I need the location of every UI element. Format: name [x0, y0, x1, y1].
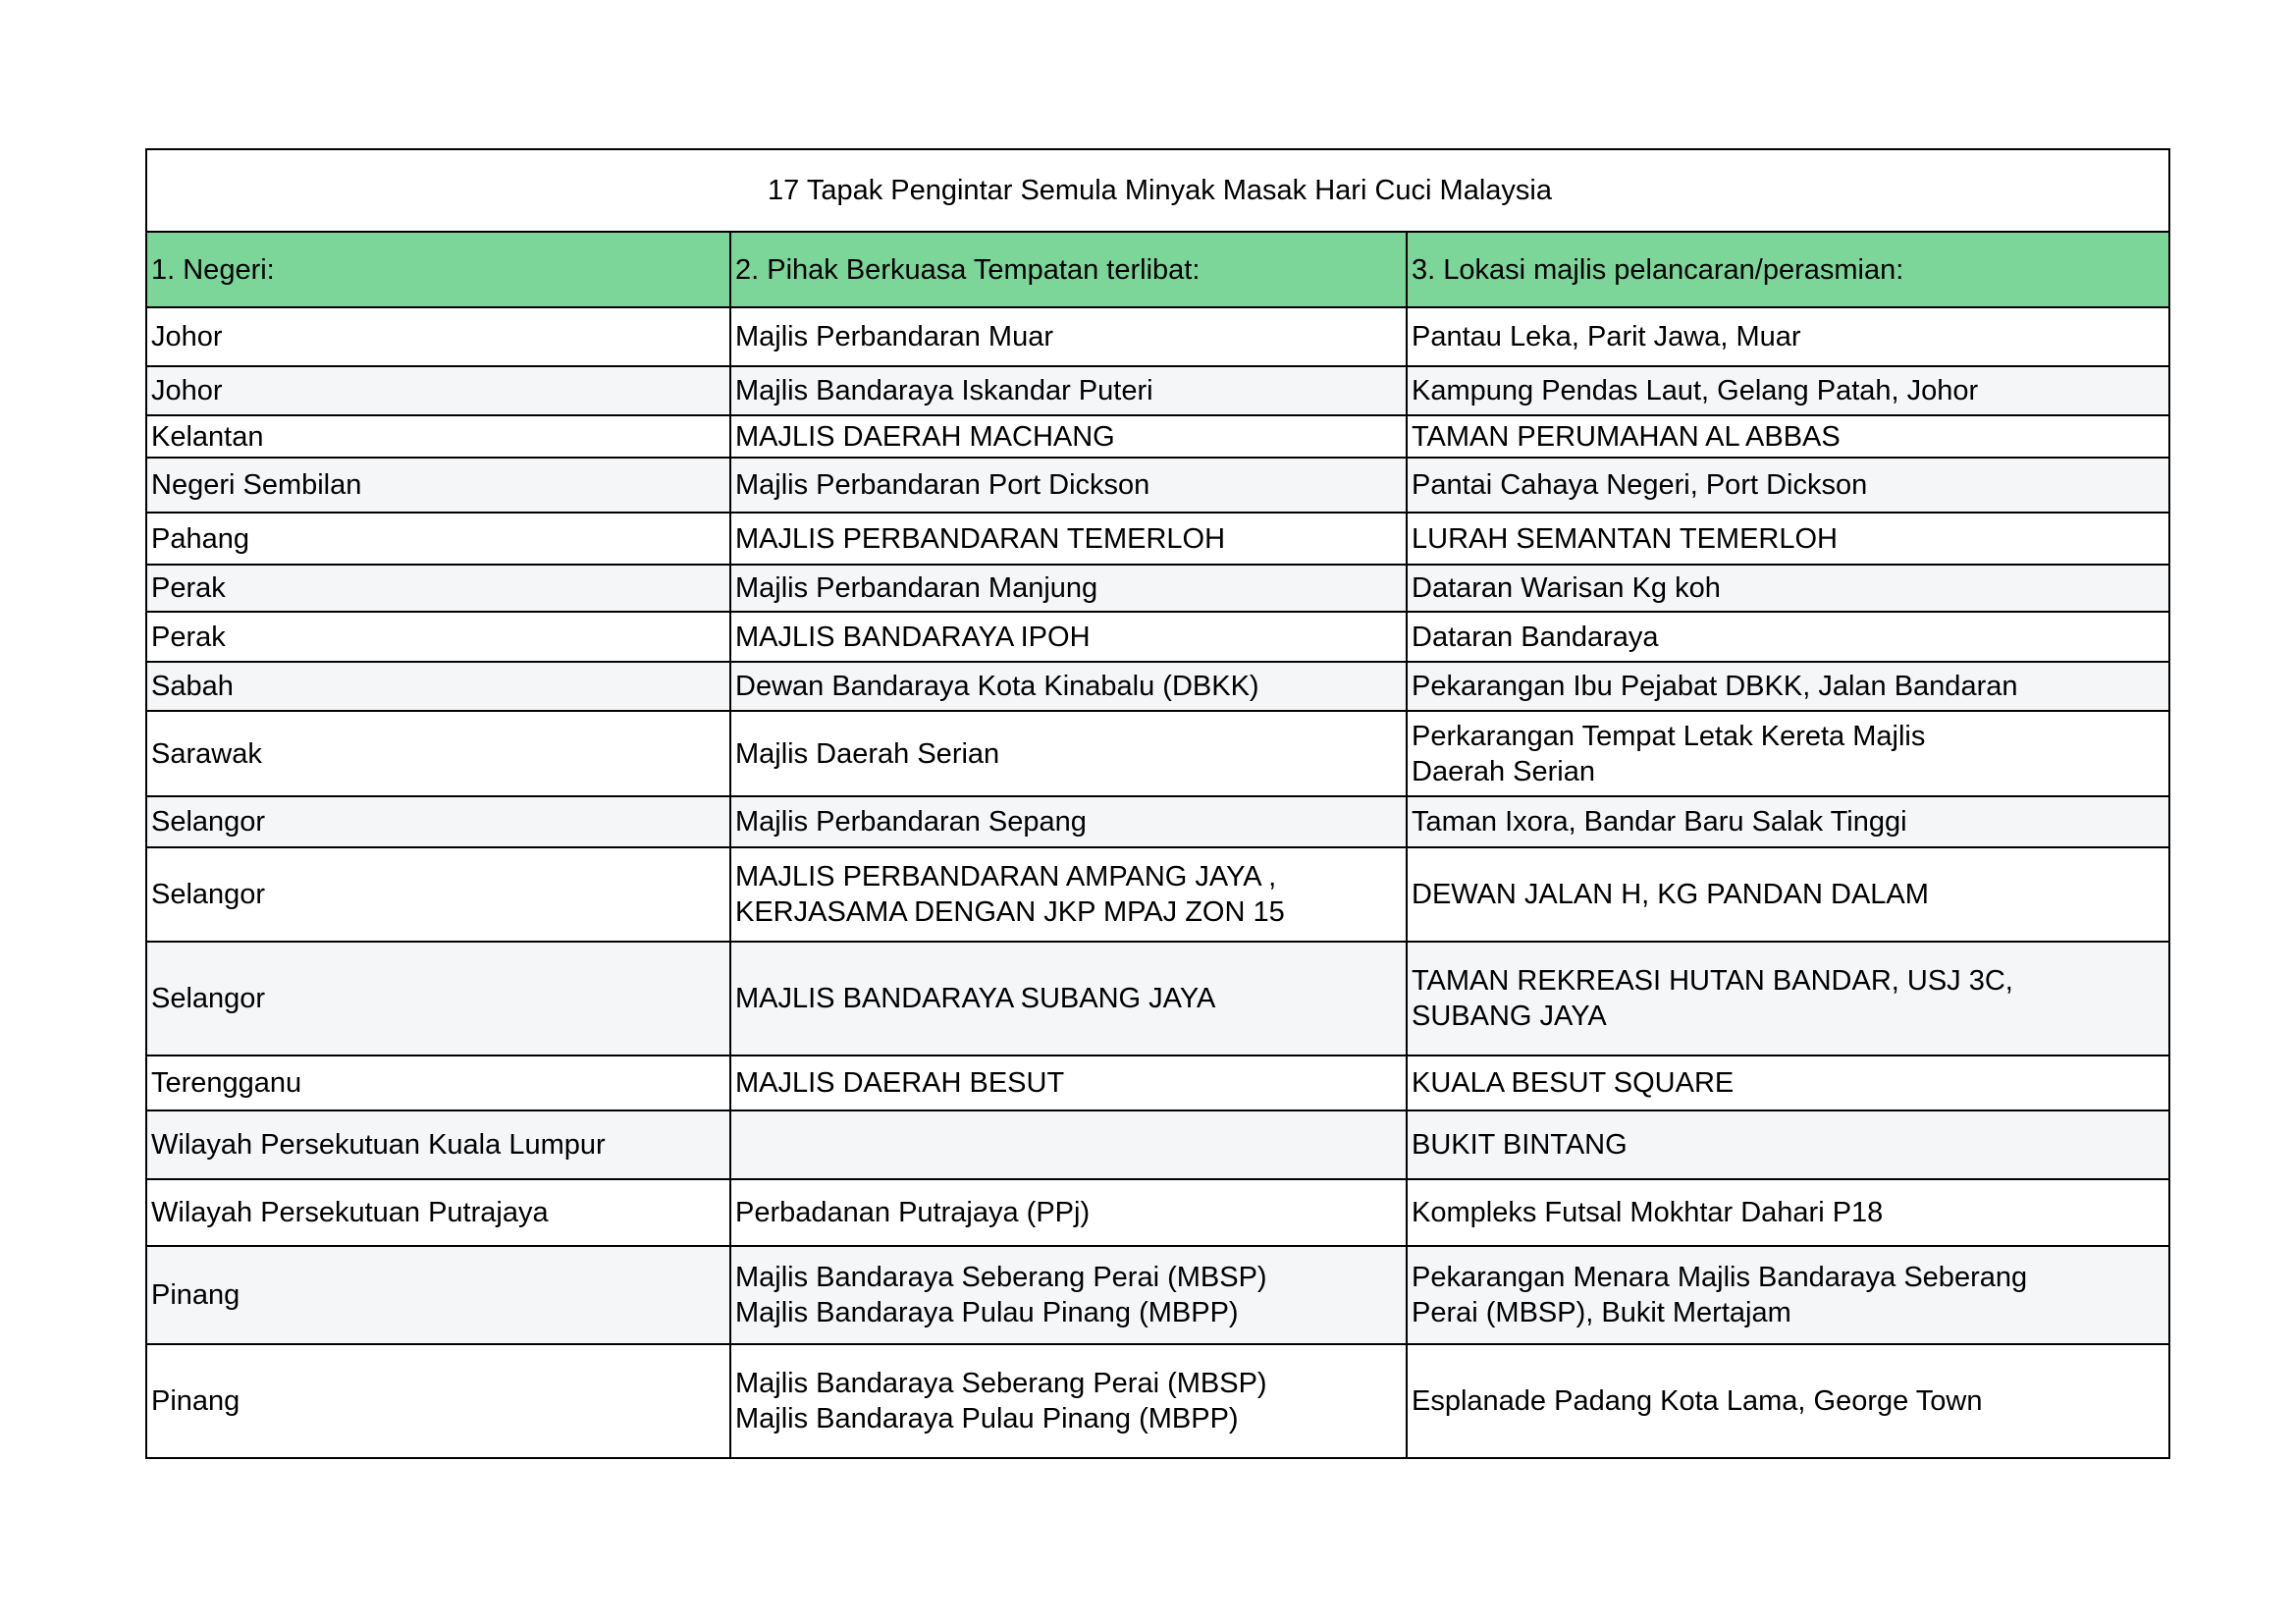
cell-pbt: MAJLIS PERBANDARAN AMPANG JAYA , KERJASAMA DENGAN JKP MPAJ ZON 15	[730, 847, 1407, 942]
cell-lokasi: Esplanade Padang Kota Lama, George Town	[1407, 1344, 2169, 1458]
table-row	[146, 662, 2169, 711]
table-row	[146, 307, 2169, 366]
header-row	[146, 232, 2169, 307]
column-header-negeri: 1. Negeri:	[146, 232, 730, 307]
cell-negeri: Kelantan	[146, 415, 730, 458]
title-row	[146, 149, 2169, 232]
cell-lokasi: Perkarangan Tempat Letak Kereta Majlis Daerah Serian	[1407, 711, 2169, 796]
cell-negeri: Perak	[146, 612, 730, 662]
cell-negeri: Wilayah Persekutuan Putrajaya	[146, 1179, 730, 1246]
cell-lokasi: TAMAN REKREASI HUTAN BANDAR, USJ 3C, SUBANG JAYA	[1407, 942, 2169, 1056]
cell-pbt: MAJLIS BANDARAYA IPOH	[730, 612, 1407, 662]
cell-pbt: Dewan Bandaraya Kota Kinabalu (DBKK)	[730, 662, 1407, 711]
sites-table	[145, 148, 2170, 1459]
cell-negeri: Pinang	[146, 1344, 730, 1458]
cell-pbt: Majlis Perbandaran Sepang	[730, 796, 1407, 847]
cell-pbt: Majlis Perbandaran Manjung	[730, 565, 1407, 612]
table-row	[146, 565, 2169, 612]
cell-lokasi: DEWAN JALAN H, KG PANDAN DALAM	[1407, 847, 2169, 942]
table-row	[146, 847, 2169, 942]
table-row	[146, 1110, 2169, 1179]
table-row	[146, 366, 2169, 415]
cell-negeri: Terengganu	[146, 1056, 730, 1110]
table-row	[146, 1179, 2169, 1246]
cell-lokasi: Kompleks Futsal Mokhtar Dahari P18	[1407, 1179, 2169, 1246]
cell-pbt: Majlis Bandaraya Seberang Perai (MBSP) Majlis Bandaraya Pulau Pinang (MBPP)	[730, 1344, 1407, 1458]
table-row	[146, 711, 2169, 796]
cell-negeri: Selangor	[146, 796, 730, 847]
cell-lokasi: Pekarangan Ibu Pejabat DBKK, Jalan Bandaran	[1407, 662, 2169, 711]
cell-negeri: Sabah	[146, 662, 730, 711]
cell-negeri: Sarawak	[146, 711, 730, 796]
table-row	[146, 1056, 2169, 1110]
cell-negeri: Pinang	[146, 1246, 730, 1344]
cell-negeri: Johor	[146, 307, 730, 366]
cell-negeri: Selangor	[146, 847, 730, 942]
column-header-lokasi: 3. Lokasi majlis pelancaran/perasmian:	[1407, 232, 2169, 307]
cell-negeri: Johor	[146, 366, 730, 415]
cell-negeri: Negeri Sembilan	[146, 458, 730, 513]
cell-lokasi: Dataran Warisan Kg koh	[1407, 565, 2169, 612]
cell-negeri: Wilayah Persekutuan Kuala Lumpur	[146, 1110, 730, 1179]
cell-lokasi: Pekarangan Menara Majlis Bandaraya Seberang Perai (MBSP), Bukit Mertajam	[1407, 1246, 2169, 1344]
cell-pbt: Majlis Bandaraya Seberang Perai (MBSP) Majlis Bandaraya Pulau Pinang (MBPP)	[730, 1246, 1407, 1344]
cell-lokasi: TAMAN PERUMAHAN AL ABBAS	[1407, 415, 2169, 458]
table-title: 17 Tapak Pengintar Semula Minyak Masak Hari Cuci Malaysia	[146, 149, 2169, 232]
spreadsheet-page	[145, 148, 2168, 1459]
cell-negeri: Selangor	[146, 942, 730, 1056]
cell-lokasi: Pantau Leka, Parit Jawa, Muar	[1407, 307, 2169, 366]
table-row	[146, 458, 2169, 513]
cell-pbt	[730, 1110, 1407, 1179]
table-row	[146, 513, 2169, 565]
cell-pbt: MAJLIS BANDARAYA SUBANG JAYA	[730, 942, 1407, 1056]
table-row	[146, 942, 2169, 1056]
cell-pbt: MAJLIS DAERAH MACHANG	[730, 415, 1407, 458]
table-row	[146, 796, 2169, 847]
cell-pbt: MAJLIS PERBANDARAN TEMERLOH	[730, 513, 1407, 565]
cell-lokasi: Kampung Pendas Laut, Gelang Patah, Johor	[1407, 366, 2169, 415]
cell-pbt: Majlis Daerah Serian	[730, 711, 1407, 796]
cell-pbt: Perbadanan Putrajaya (PPj)	[730, 1179, 1407, 1246]
cell-negeri: Pahang	[146, 513, 730, 565]
table-row	[146, 415, 2169, 458]
table-row	[146, 1246, 2169, 1344]
cell-negeri: Perak	[146, 565, 730, 612]
column-header-pbt: 2. Pihak Berkuasa Tempatan terlibat:	[730, 232, 1407, 307]
cell-pbt: Majlis Bandaraya Iskandar Puteri	[730, 366, 1407, 415]
cell-lokasi: Pantai Cahaya Negeri, Port Dickson	[1407, 458, 2169, 513]
cell-lokasi: Dataran Bandaraya	[1407, 612, 2169, 662]
cell-lokasi: Taman Ixora, Bandar Baru Salak Tinggi	[1407, 796, 2169, 847]
table-row	[146, 612, 2169, 662]
cell-lokasi: BUKIT BINTANG	[1407, 1110, 2169, 1179]
cell-lokasi: KUALA BESUT SQUARE	[1407, 1056, 2169, 1110]
cell-lokasi: LURAH SEMANTAN TEMERLOH	[1407, 513, 2169, 565]
cell-pbt: Majlis Perbandaran Muar	[730, 307, 1407, 366]
cell-pbt: Majlis Perbandaran Port Dickson	[730, 458, 1407, 513]
cell-pbt: MAJLIS DAERAH BESUT	[730, 1056, 1407, 1110]
table-row	[146, 1344, 2169, 1458]
